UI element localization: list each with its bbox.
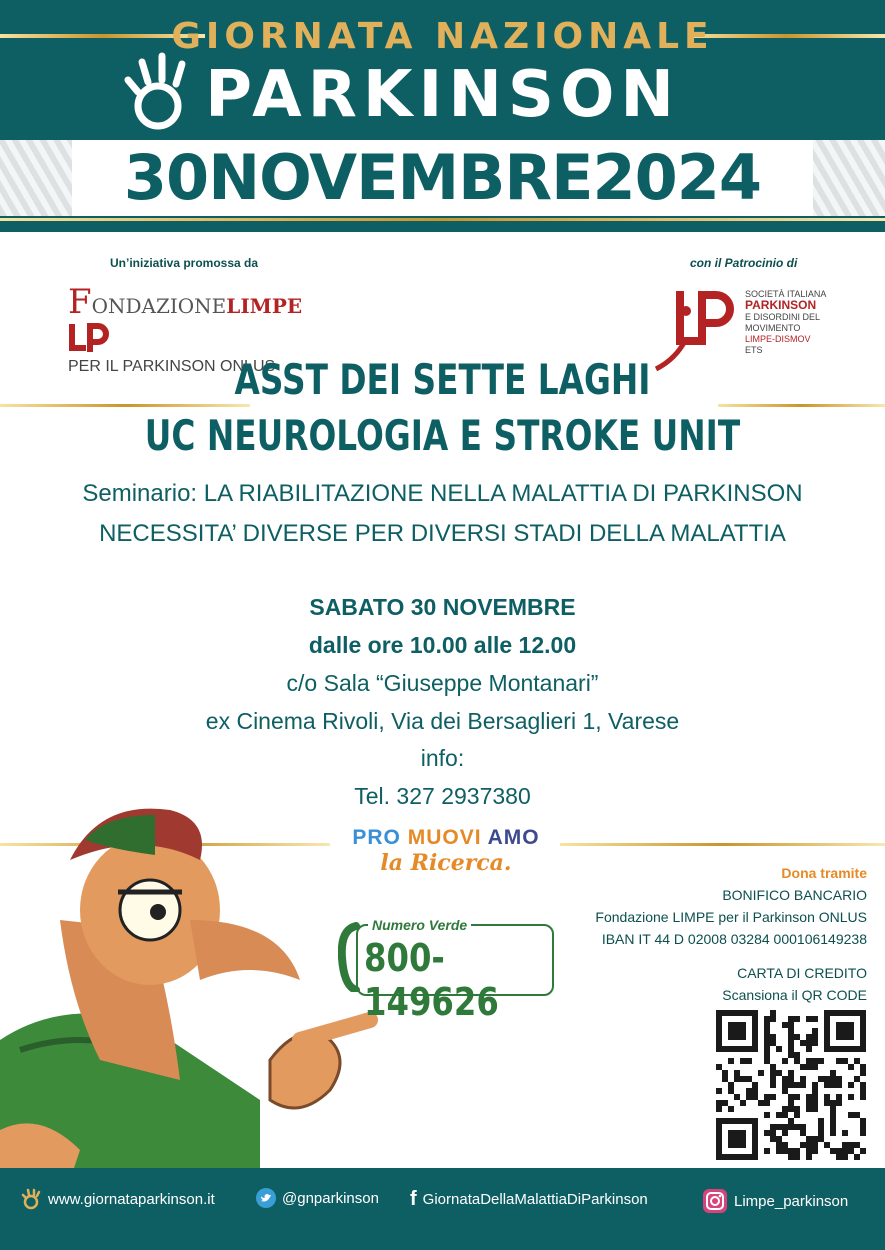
- facebook-icon: f: [410, 1188, 417, 1210]
- event-phone: Tel. 327 2937380: [354, 783, 531, 809]
- twitter-icon: [256, 1188, 276, 1208]
- bank-account-name: Fondazione LIMPE per il Parkinson ONLUS: [595, 909, 867, 925]
- toll-free-number[interactable]: [338, 914, 552, 1024]
- info-label: info:: [420, 745, 465, 771]
- footer-website[interactable]: www.giornataparkinson.it: [20, 1188, 215, 1210]
- promoted-by-label: Un’iniziativa promossa da: [110, 256, 259, 270]
- footer: [0, 1168, 885, 1250]
- footer-instagram[interactable]: Limpe_parkinson: [702, 1188, 848, 1214]
- limpe-lp-icon: [68, 322, 112, 356]
- toll-free-label: Numero Verde: [368, 917, 471, 933]
- event-date: 30NOVEMBRE2024: [72, 140, 813, 216]
- seminar-title: Seminario: LA RIABILITAZIONE NELLA MALATTIA DI PARKINSON: [82, 480, 803, 507]
- headline-line2: UC NEUROLOGIA E STROKE UNIT: [144, 411, 741, 460]
- promuoviamo-logo: PRO MUOVI AMO la Ricerca.: [352, 826, 540, 876]
- toll-free-value: 800-149626: [364, 936, 499, 1024]
- instagram-icon: [702, 1188, 728, 1214]
- headline: [97, 352, 787, 464]
- fondazione-limpe-logo: FONDAZIONELIMPE PER IL PARKINSON ONLUS: [68, 282, 303, 375]
- qr-instruction: Scansiona il QR CODE: [722, 987, 867, 1003]
- hand-logo-icon: [20, 1188, 42, 1210]
- patronage-label: con il Patrocinio di: [690, 256, 798, 270]
- event-address: ex Cinema Rivoli, Via dei Bersaglieri 1, Varese: [205, 708, 680, 734]
- limpe-dismov-logo: SOCIETÀ ITALIANA PARKINSON E DISORDINI DEL MOVIMENTO LIMPE-DISMOV ETS: [650, 285, 830, 375]
- divider: [560, 843, 885, 846]
- hand-logo-icon: [118, 50, 198, 134]
- credit-card-title: CARTA DI CREDITO: [737, 965, 867, 981]
- event-time: dalle ore 10.00 alle 12.00: [308, 632, 577, 658]
- iban: IBAN IT 44 D 02008 03284 000106149238: [601, 931, 867, 947]
- bank-transfer-title: BONIFICO BANCARIO: [722, 887, 867, 903]
- header-banner: [0, 0, 885, 232]
- event-venue: c/o Sala “Giuseppe Montanari”: [286, 670, 599, 696]
- event-day: SABATO 30 NOVEMBRE: [309, 594, 576, 620]
- qr-code[interactable]: [716, 1010, 866, 1160]
- seminar-subtitle: NECESSITA’ DIVERSE PER DIVERSI STADI DELLA MALATTIA: [99, 520, 786, 547]
- footer-twitter[interactable]: @gnparkinson: [256, 1188, 379, 1208]
- footer-facebook[interactable]: f GiornataDellaMalattiaDiParkinson: [410, 1188, 648, 1210]
- headline-line1: ASST DEI SETTE LAGHI: [234, 355, 651, 404]
- donation-info: [537, 862, 867, 1006]
- event-subtitle: GIORNATA NAZIONALE: [171, 16, 714, 57]
- donate-heading: Dona tramite: [781, 865, 867, 881]
- event-title: PARKINSON: [205, 58, 680, 132]
